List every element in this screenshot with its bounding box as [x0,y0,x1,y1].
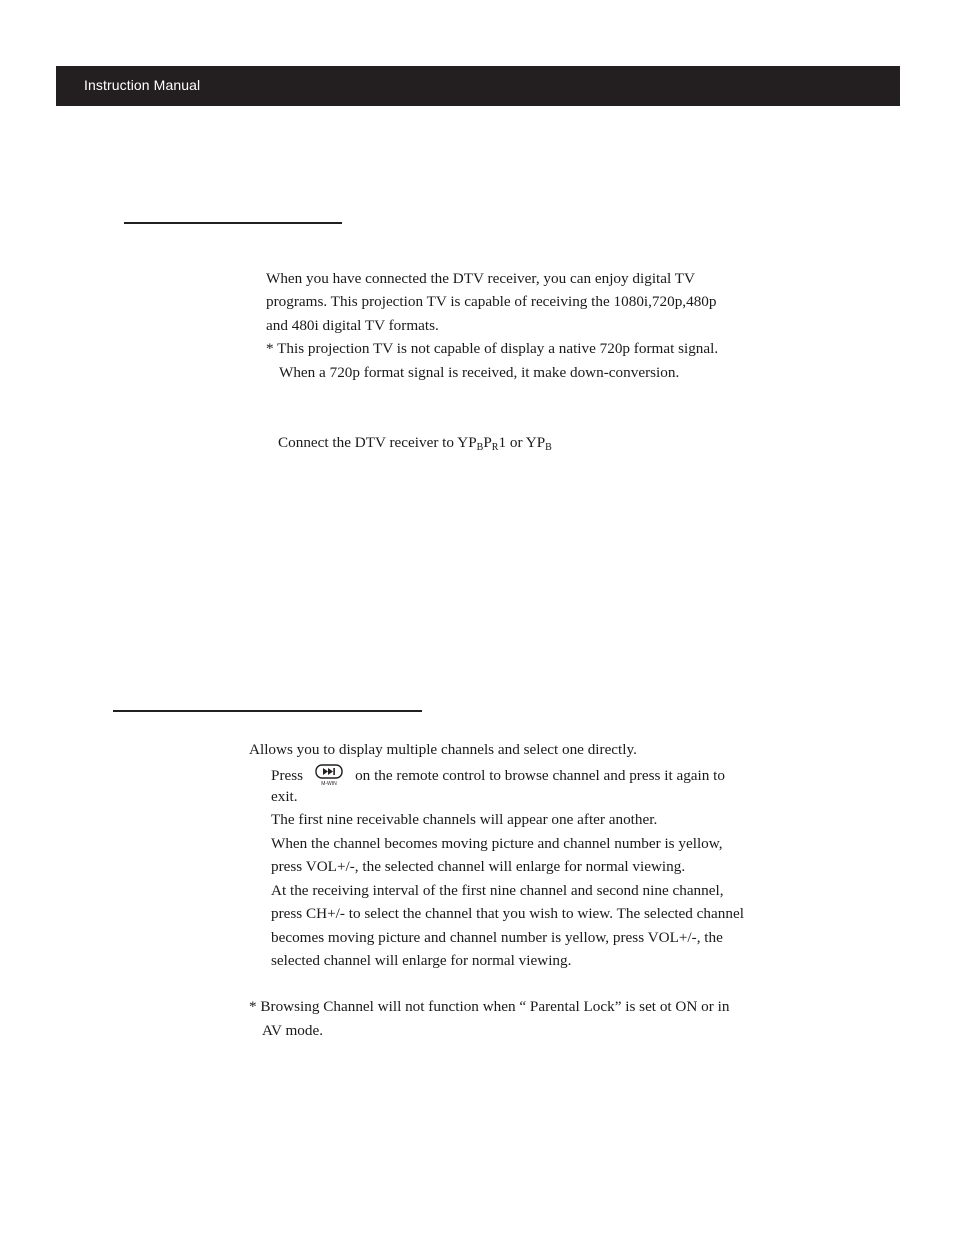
dtv-note-line-2: When a 720p format signal is received, it make down-conversion. [279,364,680,381]
browse-note-line-2: AV mode. [262,1022,324,1039]
press-word: Press [271,767,304,784]
connect-sub-b2: B [545,442,552,453]
section-rule-browse [113,710,422,712]
connect-prefix: Connect the DTV receiver to YP [278,434,477,451]
connect-p: P [483,434,492,451]
press-rest: on the remote control to browse channel and press it again to [355,767,725,784]
browse-press-line [271,764,725,786]
dtv-connect-line [278,434,552,452]
dtv-line-3: and 480i digital TV formats. [266,317,439,334]
browse-line-8: selected channel will enlarge for normal viewing. [271,952,572,969]
dtv-note-line-1: * This projection TV is not capable of display a native 720p format signal. [266,340,719,357]
browse-line-6: press CH+/- to select the channel that you wish to wiew. The selected channel [271,905,744,922]
browse-line-exit: exit. [271,788,298,805]
section-rule-dtv [124,222,342,224]
dtv-line-2: programs. This projection TV is capable of receiving the 1080i,720p,480p [266,293,717,310]
browse-line-3: When the channel becomes moving picture and channel number is yellow, [271,835,723,852]
browse-line-7: becomes moving picture and channel number is yellow, press VOL+/-, the [271,929,723,946]
connect-sub-r: R [491,442,499,453]
header-title: Instruction Manual [84,77,201,93]
browse-note-line-1: * Browsing Channel will not function when “ Parental Lock” is set ot ON or in [249,998,730,1015]
connect-sub-b1: B [476,442,484,453]
dtv-line-1: When you have connected the DTV receiver, you can enjoy digital TV [266,270,695,287]
connect-mid: 1 or YP [498,434,546,451]
browse-line-5: At the receiving interval of the first nine channel and second nine channel, [271,882,724,899]
browse-line-4: press VOL+/-, the selected channel will enlarge for normal viewing. [271,858,686,875]
browse-line-2: The first nine receivable channels will appear one after another. [271,811,658,828]
header-bar [56,66,900,106]
fast-forward-icon [315,764,343,786]
icon-caption: M-WIN [321,781,337,786]
browse-intro: Allows you to display multiple channels and select one directly. [249,741,637,758]
